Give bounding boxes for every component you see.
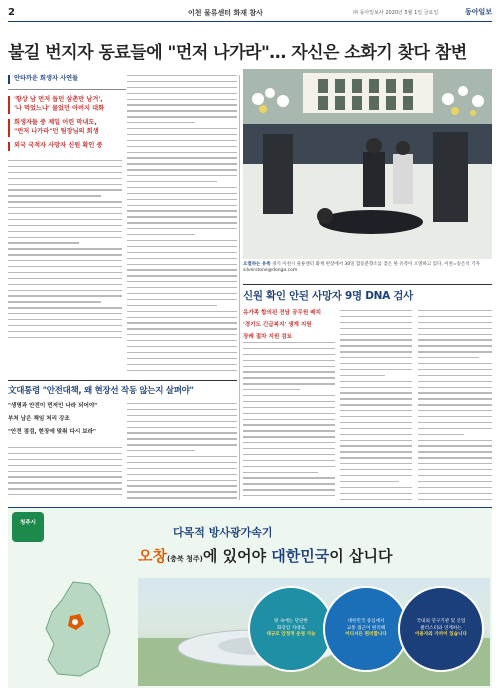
- ad-slogan: [138, 545, 392, 566]
- story2-body-col3: [418, 310, 492, 500]
- story3-body-col1: [8, 447, 122, 502]
- feature-line: 교통 접근이 편리해: [346, 625, 386, 631]
- story3-subhead: "생명과 안전이 먼저인 나라 되어야": [8, 403, 98, 409]
- main-headline: 불길 번지자 동료들에 "먼저 나가라"… 자신은 소화기 찾다 참변: [8, 43, 467, 63]
- ad-slogan-mid: 에 있어야: [202, 547, 267, 565]
- caption-head: 오열하는 유족: [243, 262, 271, 267]
- ad-slogan-region: (충북 청주): [166, 555, 203, 563]
- story3-subheads: [8, 403, 130, 441]
- feature-circle: [398, 586, 484, 672]
- story1-kicker: 안타까운 희생자 사연들: [8, 75, 126, 84]
- memorial-flowers-illustration: [243, 69, 492, 124]
- feature-line: 클러스터와 연계하는: [420, 625, 462, 631]
- story2-headline: 신원 확인 안된 사망자 9명 DNA 검사: [243, 290, 413, 302]
- story1-subhead: '항상 남 먼저 돕던 삼촌만 남겨', '나 먹었느냐' 물었던 아버지 대화: [8, 96, 126, 114]
- story3-headline: 文대통령 "안전대책, 왜 현장선 작동 않는지 살펴야": [8, 386, 194, 396]
- column-divider: [239, 75, 240, 500]
- section-title: 이천 물류센터 화재 참사: [188, 9, 263, 17]
- ad-slogan-country: 대한민국: [271, 547, 330, 565]
- news-photo: [243, 69, 492, 259]
- feature-highlight: 대규모 안정적 운영 가능: [266, 632, 316, 638]
- story1-body-col1: [8, 160, 122, 375]
- divider: [8, 89, 126, 90]
- feature-line: 왕 속에는 단단한: [274, 619, 308, 625]
- story3-subhead: 부처 남은 책임 처리 강조: [8, 415, 70, 422]
- feature-line: 대한민국 중심에서: [347, 619, 385, 625]
- feature-highlight: 어디서든 편리합니다: [345, 632, 387, 638]
- ad-slogan-end: 이 삽니다: [329, 547, 393, 565]
- mourner-illustration: [243, 124, 492, 259]
- story2-subhead: '경기도 긴급복지' 생계 지원: [243, 321, 312, 328]
- page-number: 2: [8, 7, 15, 18]
- city-logo: 청주시: [12, 512, 44, 542]
- photo-caption: [243, 262, 492, 275]
- ad-slogan-place: 오창: [138, 547, 167, 565]
- section-divider: [8, 380, 237, 381]
- story2-subhead: 장례 절차 지원 검토: [243, 333, 293, 340]
- story1-body-col2: [127, 75, 237, 375]
- feature-circle: [323, 586, 409, 672]
- newspaper-logo: 동아일보: [464, 8, 492, 16]
- story1-subhead: 희생자들 중 제일 어린 막내도, "먼저 나가라"던 팀장님의 희생: [8, 119, 126, 137]
- story3-body-col2: [127, 403, 237, 502]
- story2-subhead: 유가족 합의된 전담 공무원 배치: [243, 310, 322, 316]
- korea-map-illustration: [18, 574, 138, 684]
- ad-kicker: 다목적 방사광가속기: [173, 526, 273, 539]
- story1-subheads: [8, 75, 126, 156]
- section-divider: [243, 284, 492, 285]
- feature-highlight: 이용자와 가까이 있습니다: [414, 632, 467, 638]
- story1-subhead: 외국 국적자 사망자 신원 확인 중: [8, 142, 126, 151]
- story2-body-col2: [340, 310, 412, 500]
- caption-text: 경기 이천시 물류센터 화재 현장에서 30일 합동분향소를 찾은 한 유족이 오열하고 있다. 이천=송은석 기자 silverstone@donga.com: [243, 262, 480, 274]
- facility-rendering: [138, 578, 490, 686]
- feature-circle: [248, 586, 334, 672]
- advertisement: [8, 507, 492, 688]
- story2-subheads: [243, 310, 333, 345]
- story2-body-col1: [243, 342, 335, 500]
- feature-line: 화강암 지대로: [276, 625, 306, 631]
- story3-subhead: "안전 점검, 현장에 맞춰 다시 보라": [8, 428, 96, 435]
- issue-info: ㈜ 동아일보사 2020년 5월 1일 금요일: [353, 10, 439, 16]
- page-header: [8, 6, 492, 22]
- feature-line: 국내외 연구기관 및 산업: [416, 619, 466, 625]
